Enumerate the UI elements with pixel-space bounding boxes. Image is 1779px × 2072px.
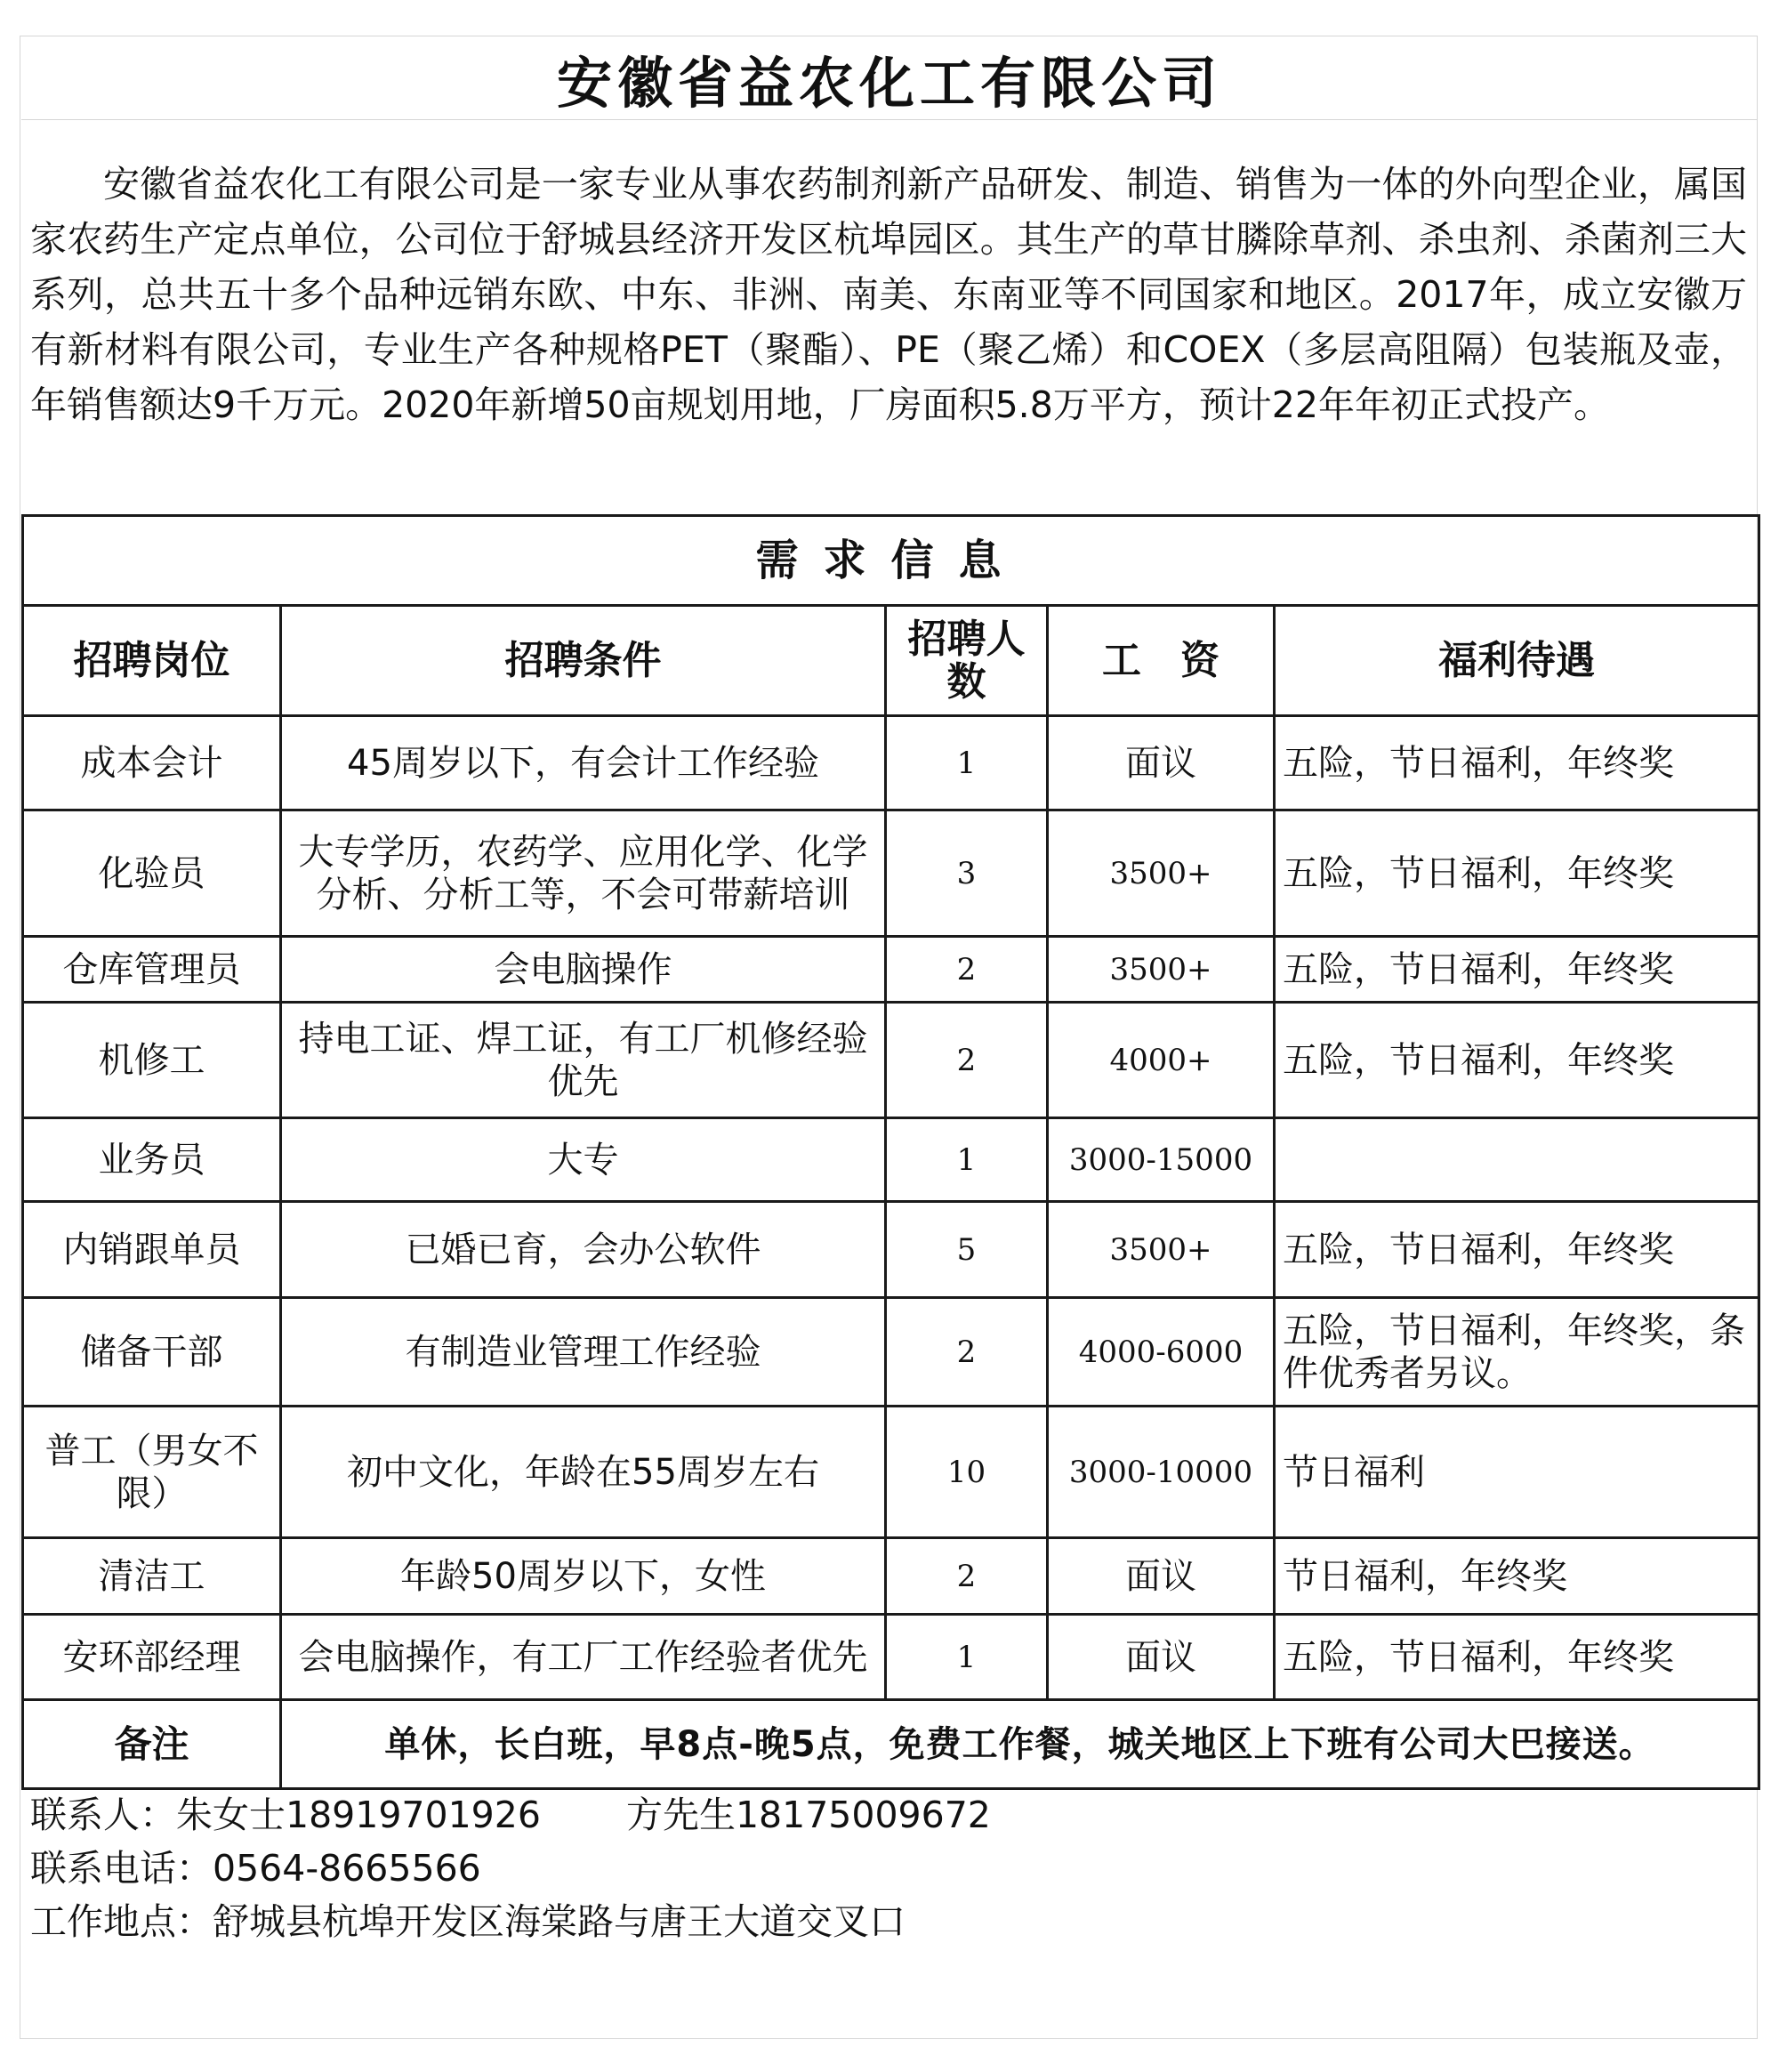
salary-cell: 面议 [1048, 1615, 1275, 1700]
benefits-cell: 五险，节日福利，年终奖 [1275, 1615, 1759, 1700]
intro-paragraph: 安徽省益农化工有限公司是一家专业从事农药制剂新产品研发、制造、销售为一体的外向型企业，属国家农药生产定点单位，公司位于舒城县经济开发区杭埠园区。其生产的草甘膦除草剂、杀虫剂、杀菌剂三大系列，总共五十多个品种远销东欧、中东、非洲、南美、东南亚等不同国家和地区。2017年，成立安徽万有新材料有限公司，专业生产各种规格PET（聚酯）、PE（聚乙烯）和COEX（多层高阻隔）包装瓶及壶，年销售额达9千万元。2020年新增50亩规划用地，厂房面积5.8万平方，预计22年年初正式投产。 [30, 163, 1747, 426]
requirement-cell: 持电工证、焊工证，有工厂机修经验优先 [281, 1003, 886, 1118]
company-title: 安徽省益农化工有限公司 [21, 37, 1758, 120]
requirement-cell: 大专学历，农药学、应用化学、化学分析、分析工等，不会可带薪培训 [281, 810, 886, 937]
address-label: 工作地点： [30, 1900, 213, 1943]
requirement-cell: 会电脑操作，有工厂工作经验者优先 [281, 1615, 886, 1700]
work-address-line [30, 1895, 1747, 1948]
position-cell: 化验员 [23, 810, 281, 937]
section-title-row [23, 516, 1759, 606]
phone-label: 联系电话： [30, 1847, 213, 1890]
table-row [23, 1118, 1759, 1202]
header-benefits: 福利待遇 [1275, 606, 1759, 716]
table-row [23, 1202, 1759, 1298]
header-count: 招聘人数 [886, 606, 1048, 716]
requirement-cell: 45周岁以下，有会计工作经验 [281, 716, 886, 810]
salary-cell: 3500+ [1048, 1202, 1275, 1298]
benefits-cell [1275, 1118, 1759, 1202]
table-row [23, 1615, 1759, 1700]
position-cell: 普工（男女不限） [23, 1407, 281, 1538]
position-cell: 仓库管理员 [23, 937, 281, 1003]
count-cell: 2 [886, 1298, 1048, 1407]
benefits-cell: 五险，节日福利，年终奖 [1275, 937, 1759, 1003]
header-requirement: 招聘条件 [281, 606, 886, 716]
section-title: 需求信息 [23, 516, 1759, 606]
table-row [23, 1538, 1759, 1615]
table-row [23, 1407, 1759, 1538]
contact-label: 联系人： [30, 1794, 176, 1836]
count-cell: 10 [886, 1407, 1048, 1538]
count-cell: 5 [886, 1202, 1048, 1298]
salary-cell: 3500+ [1048, 937, 1275, 1003]
count-cell: 1 [886, 1118, 1048, 1202]
count-cell: 1 [886, 1615, 1048, 1700]
table-row [23, 1003, 1759, 1118]
salary-cell: 3000-15000 [1048, 1118, 1275, 1202]
count-cell: 2 [886, 1538, 1048, 1615]
remark-label: 备注 [23, 1700, 281, 1789]
contact-person-1: 朱女士18919701926 [176, 1794, 541, 1836]
salary-cell: 3500+ [1048, 810, 1275, 937]
contact-person-2: 方先生18175009672 [625, 1794, 991, 1836]
benefits-cell: 五险，节日福利，年终奖 [1275, 810, 1759, 937]
table-row [23, 937, 1759, 1003]
position-cell: 业务员 [23, 1118, 281, 1202]
header-position: 招聘岗位 [23, 606, 281, 716]
contact-info [30, 1788, 1747, 1948]
salary-cell: 4000+ [1048, 1003, 1275, 1118]
position-cell: 成本会计 [23, 716, 281, 810]
requirement-cell: 大专 [281, 1118, 886, 1202]
benefits-cell: 节日福利 [1275, 1407, 1759, 1538]
job-requirements-table [21, 514, 1760, 1790]
requirement-cell: 年龄50周岁以下，女性 [281, 1538, 886, 1615]
header-salary: 工 资 [1048, 606, 1275, 716]
phone-number: 0564-8665566 [213, 1847, 481, 1890]
benefits-cell: 五险，节日福利，年终奖 [1275, 1003, 1759, 1118]
table-row [23, 810, 1759, 937]
contact-phone-line [30, 1842, 1747, 1895]
position-cell: 内销跟单员 [23, 1202, 281, 1298]
count-cell: 1 [886, 716, 1048, 810]
requirement-cell: 初中文化，年龄在55周岁左右 [281, 1407, 886, 1538]
benefits-cell: 五险，节日福利，年终奖 [1275, 1202, 1759, 1298]
benefits-cell: 节日福利，年终奖 [1275, 1538, 1759, 1615]
position-cell: 机修工 [23, 1003, 281, 1118]
remark-row [23, 1700, 1759, 1789]
company-intro [30, 157, 1747, 432]
contact-persons-line [30, 1788, 1747, 1842]
salary-cell: 3000-10000 [1048, 1407, 1275, 1538]
benefits-cell: 五险，节日福利，年终奖 [1275, 716, 1759, 810]
position-cell: 储备干部 [23, 1298, 281, 1407]
salary-cell: 面议 [1048, 716, 1275, 810]
benefits-cell: 五险，节日福利，年终奖，条件优秀者另议。 [1275, 1298, 1759, 1407]
count-cell: 3 [886, 810, 1048, 937]
table-row [23, 1298, 1759, 1407]
salary-cell: 4000-6000 [1048, 1298, 1275, 1407]
position-cell: 安环部经理 [23, 1615, 281, 1700]
salary-cell: 面议 [1048, 1538, 1275, 1615]
requirement-cell: 有制造业管理工作经验 [281, 1298, 886, 1407]
remark-text: 单休，长白班，早8点-晚5点，免费工作餐，城关地区上下班有公司大巴接送。 [281, 1700, 1759, 1789]
count-cell: 2 [886, 937, 1048, 1003]
work-address: 舒城县杭埠开发区海棠路与唐王大道交叉口 [213, 1900, 906, 1943]
header-row [23, 606, 1759, 716]
table-row [23, 716, 1759, 810]
requirement-cell: 已婚已育，会办公软件 [281, 1202, 886, 1298]
position-cell: 清洁工 [23, 1538, 281, 1615]
count-cell: 2 [886, 1003, 1048, 1118]
requirement-cell: 会电脑操作 [281, 937, 886, 1003]
